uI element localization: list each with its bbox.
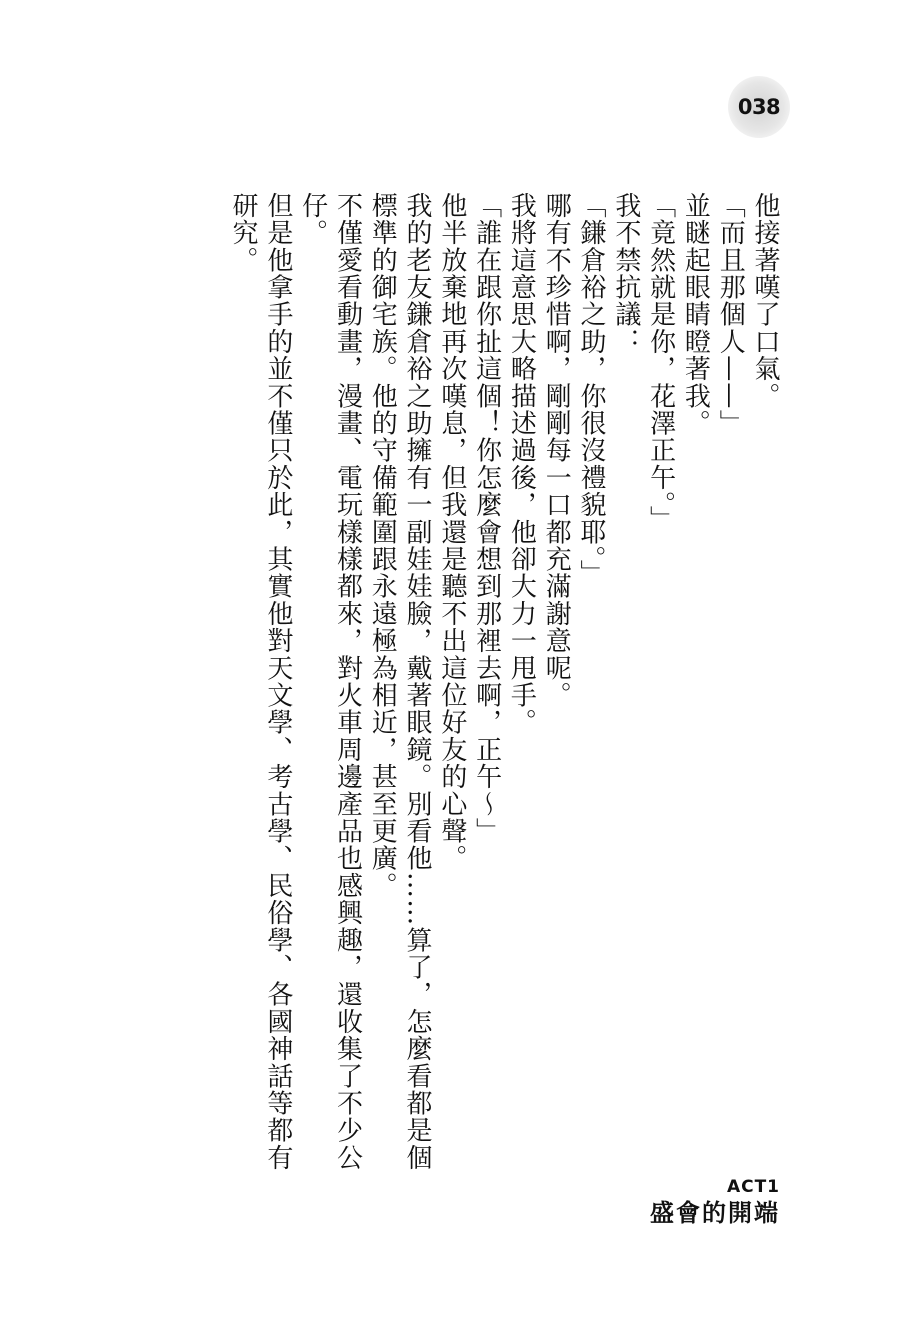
paragraph: 他半放棄地再次嘆息，但我還是聽不出這位好友的心聲。 [436, 192, 467, 872]
body-text [225, 192, 782, 1192]
chapter-footer [650, 1176, 780, 1228]
paragraph: 不僅愛看動畫，漫畫、電玩樣樣都來，對火車周邊產品也感興趣，還收集了不少公仔。 [297, 192, 363, 1172]
paragraph: 「而且那個人——」 [715, 192, 746, 437]
page-number-badge [728, 76, 790, 138]
paragraph: 並瞇起眼睛瞪著我。 [680, 192, 711, 437]
paragraph: 哪有不珍惜啊，剛剛每一口都充滿謝意呢。 [541, 192, 572, 709]
paragraph: 我將這意思大略描述過後，他卻大力一甩手。 [506, 192, 537, 736]
chapter-title: 盛會的開端 [650, 1199, 780, 1227]
page-number: 038 [737, 95, 781, 119]
paragraph: 我的老友鎌倉裕之助擁有一副娃娃臉，戴著眼鏡。別看他……算了，怎麼看都是個標準的御宅族。他的守備範圍跟永遠極為相近，甚至更廣。 [367, 192, 433, 1172]
chapter-act-label: ACT1 [726, 1177, 780, 1197]
paragraph: 「誰在跟你扯這個！你怎麼會想到那裡去啊，正午～」 [471, 192, 502, 845]
paragraph: 我不禁抗議： [610, 192, 641, 356]
paragraph: 「竟然就是你，花澤正午。」 [645, 192, 676, 533]
paragraph: 他接著嘆了口氣。 [750, 192, 780, 410]
paragraph: 「鎌倉裕之助，你很沒禮貌耶。」 [576, 192, 607, 587]
paragraph: 但是他拿手的並不僅只於此，其實他對天文學、考古學、民俗學、各國神話等都有研究。 [228, 192, 293, 1172]
